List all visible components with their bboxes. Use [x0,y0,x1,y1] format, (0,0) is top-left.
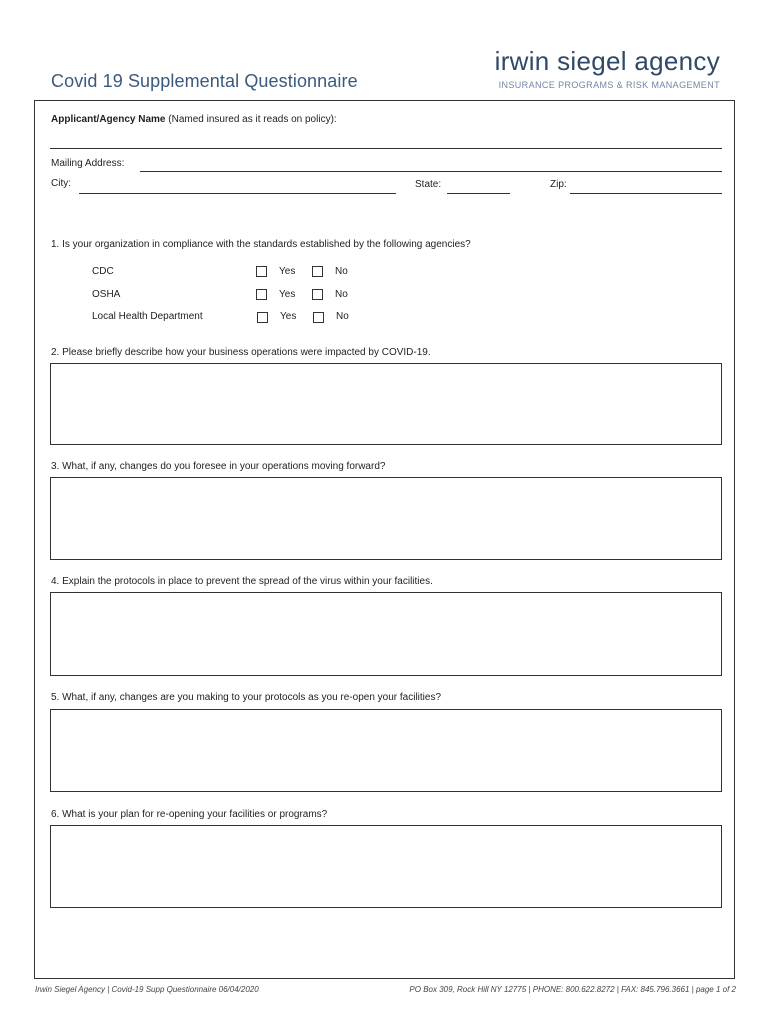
applicant-name-field[interactable] [50,148,722,149]
question-4-answer-box[interactable] [50,592,722,676]
question-4-text: 4. Explain the protocols in place to prevent the spread of the virus within your facilities. [51,576,433,587]
question-3-text: 3. What, if any, changes do you foresee in your operations moving forward? [51,461,386,472]
applicant-name-label: Applicant/Agency Name [51,114,166,125]
question-5-answer-box[interactable] [50,709,722,792]
local-health-no-checkbox[interactable] [313,312,324,323]
zip-label: Zip: [550,179,567,190]
brand-logo-tagline: INSURANCE PROGRAMS & RISK MANAGEMENT [498,80,720,90]
question-2-text: 2. Please briefly describe how your business operations were impacted by COVID-19. [51,347,431,358]
osha-yes-label: Yes [279,289,296,300]
footer-contact-info: PO Box 309, Rock Hill NY 12775 | PHONE: 800.622.8272 | FAX: 845.796.3661 | page 1 of 2 [409,985,736,994]
local-health-yes-checkbox[interactable] [257,312,268,323]
cdc-yes-checkbox[interactable] [256,266,267,277]
footer-document-id: Irwin Siegel Agency | Covid-19 Supp Questionnaire 06/04/2020 [35,985,259,994]
mailing-address-field[interactable] [140,171,722,172]
osha-no-checkbox[interactable] [312,289,323,300]
agency-label-osha: OSHA [92,289,121,300]
applicant-name-row [51,114,337,126]
osha-yes-checkbox[interactable] [256,289,267,300]
osha-no-label: No [335,289,348,300]
zip-field[interactable] [570,193,722,194]
city-label: City: [51,178,71,189]
local-health-no-label: No [336,311,349,322]
question-3-answer-box[interactable] [50,477,722,560]
brand-logo-name: irwin siegel agency [494,46,720,76]
page-title: Covid 19 Supplemental Questionnaire [51,71,358,91]
applicant-name-hint: (Named insured as it reads on policy): [168,114,337,125]
cdc-no-label: No [335,266,348,277]
cdc-no-checkbox[interactable] [312,266,323,277]
question-1-text: 1. Is your organization in compliance with the standards established by the following agencies? [51,239,471,250]
question-5-text: 5. What, if any, changes are you making to your protocols as you re-open your facilities? [51,692,442,703]
local-health-yes-label: Yes [280,311,297,322]
question-6-answer-box[interactable] [50,825,722,908]
agency-label-local-health: Local Health Department [92,311,203,322]
city-field[interactable] [79,193,396,194]
state-field[interactable] [447,193,510,194]
state-label: State: [415,179,442,190]
agency-label-cdc: CDC [92,266,114,277]
question-2-answer-box[interactable] [50,363,722,445]
cdc-yes-label: Yes [279,266,296,277]
mailing-address-label: Mailing Address: [51,158,125,169]
question-6-text: 6. What is your plan for re-opening your facilities or programs? [51,809,328,820]
